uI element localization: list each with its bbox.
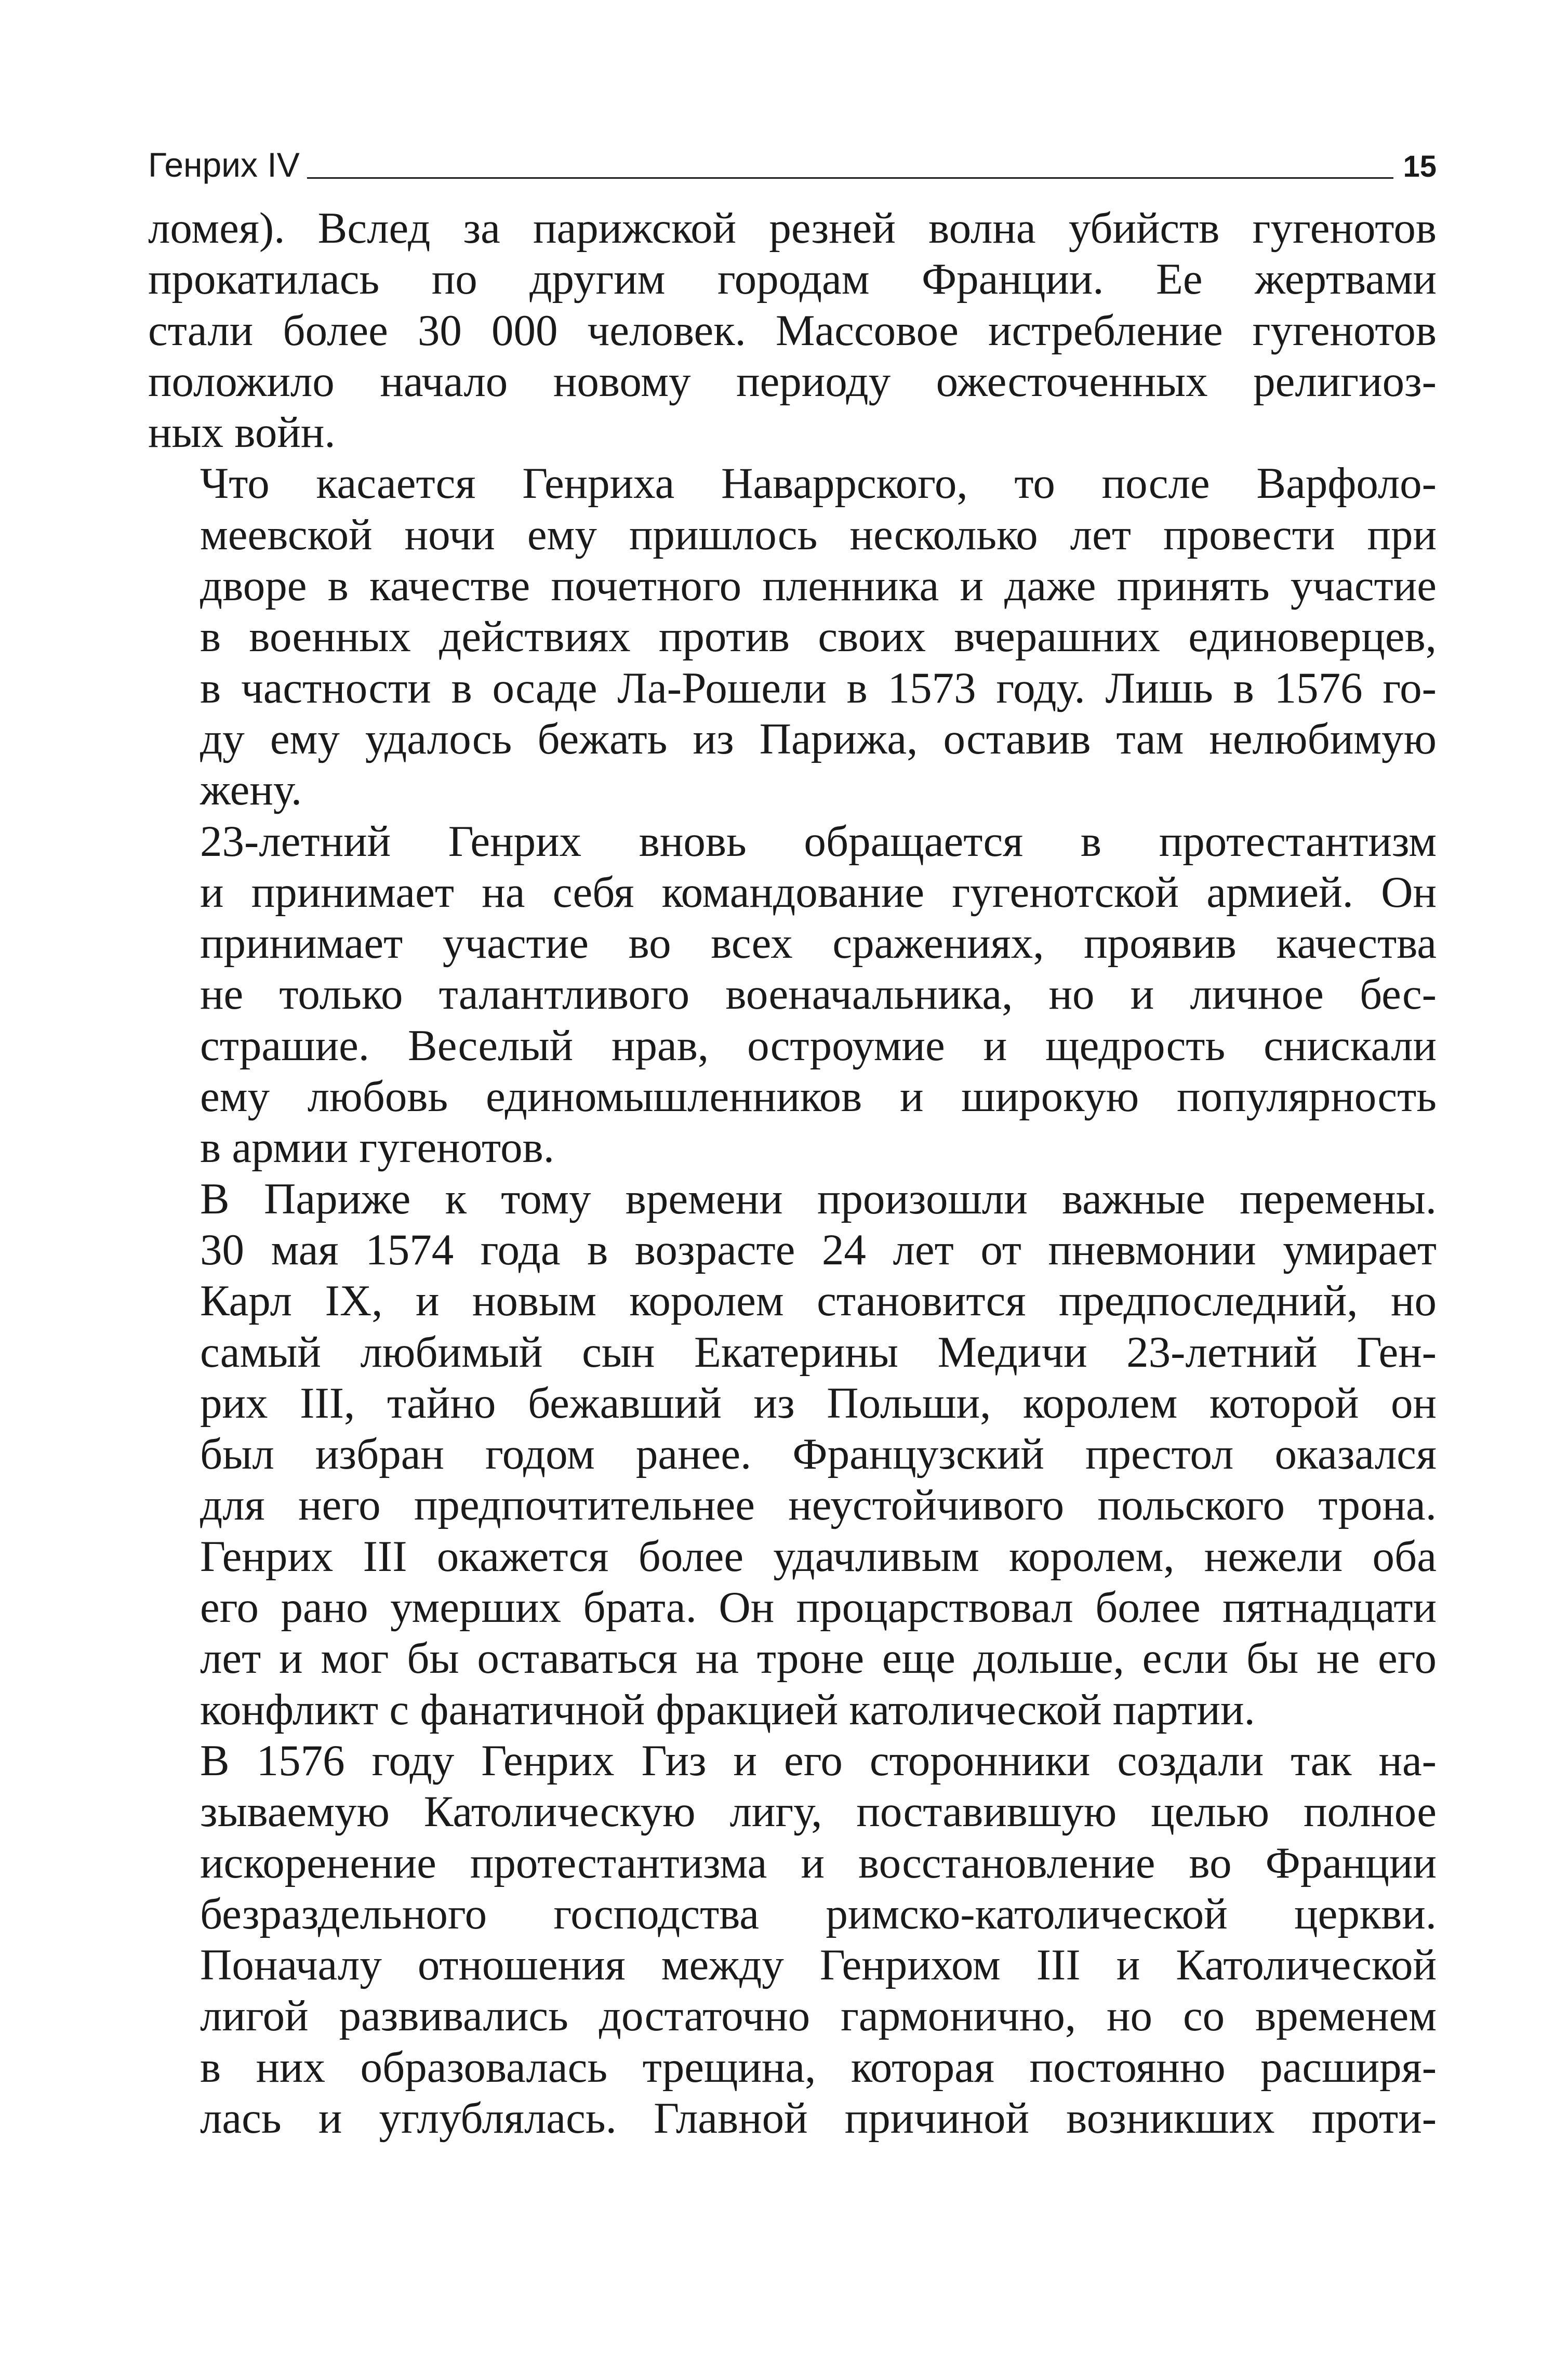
- text-line: искоренение протестантизма и восстановление во Франции: [200, 1838, 1437, 1887]
- running-header-title: Генрих IV: [148, 146, 300, 184]
- text-line: зываемую Католическую лигу, поставившую целью полное: [200, 1787, 1437, 1837]
- paragraph: [148, 1173, 1437, 1735]
- text-line: Карл IX, и новым королем становится предпоследний, но: [200, 1276, 1437, 1326]
- book-page: [148, 125, 1437, 2144]
- text-line: 30 мая 1574 года в возрасте 24 лет от пневмонии умирает: [200, 1225, 1437, 1274]
- text-line: меевской ночи ему пришлось несколько лет провести при: [200, 510, 1437, 559]
- body-text: [148, 203, 1437, 2144]
- text-line: положило начало новому периоду ожесточенных религиоз-: [148, 356, 1437, 406]
- text-line: лась и углублялась. Главной причиной возникших проти-: [200, 2093, 1437, 2143]
- text-line: Поначалу отношения между Генрихом III и Католической: [200, 1940, 1437, 1990]
- text-line: самый любимый сын Екатерины Медичи 23-летний Ген-: [200, 1327, 1437, 1377]
- paragraph: [148, 458, 1437, 815]
- text-line: жену.: [200, 765, 302, 815]
- text-line: В 1576 году Генрих Гиз и его сторонники создали так на-: [200, 1736, 1437, 1785]
- text-line: Что касается Генриха Наваррского, то после Варфоло-: [200, 459, 1437, 508]
- text-line: Генрих III окажется более удачливым королем, нежели оба: [200, 1531, 1437, 1581]
- text-line: конфликт с фанатичной фракцией католической партии.: [200, 1685, 1255, 1734]
- paragraph: [148, 816, 1437, 1173]
- header-rule: [307, 177, 1394, 179]
- text-line: ломея). Вслед за парижской резней волна убийств гугенотов: [148, 204, 1437, 253]
- text-line: в частности в осаде Ла-Рошели в 1573 году. Лишь в 1576 го-: [200, 663, 1437, 712]
- page-number: 15: [1403, 150, 1437, 183]
- text-line: для него предпочтительнее неустойчивого польского трона.: [200, 1481, 1437, 1530]
- text-line: ему любовь единомышленников и широкую популярность: [200, 1072, 1437, 1121]
- text-line: 23-летний Генрих вновь обращается в протестантизм: [200, 816, 1437, 866]
- text-line: дворе в качестве почетного пленника и даже принять участие: [200, 561, 1437, 611]
- text-line: рих III, тайно бежавший из Польши, королем которой он: [200, 1378, 1437, 1428]
- text-line: стали более 30 000 человек. Массовое истребление гугенотов: [148, 306, 1437, 355]
- text-line: его рано умерших брата. Он процарствовал более пятнадцати: [200, 1583, 1437, 1632]
- text-line: лигой развивались достаточно гармонично, но со временем: [200, 1991, 1437, 2041]
- text-line: и принимает на себя командование гугенотской армией. Он: [200, 867, 1437, 917]
- text-line: в военных действиях против своих вчерашних единоверцев,: [200, 612, 1437, 662]
- text-line: в них образовалась трещина, которая постоянно расширя-: [200, 2042, 1437, 2092]
- text-line: ду ему удалось бежать из Парижа, оставив там нелюбимую: [200, 714, 1437, 763]
- paragraph: [148, 203, 1437, 458]
- text-line: в армии гугенотов.: [200, 1123, 554, 1172]
- text-line: прокатилась по другим городам Франции. Ее жертвами: [148, 255, 1437, 304]
- text-line: принимает участие во всех сражениях, проявив качества: [200, 919, 1437, 968]
- text-line: не только талантливого военачальника, но и личное бес-: [200, 970, 1437, 1019]
- running-header: [148, 125, 1437, 182]
- text-line: был избран годом ранее. Французский престол оказался: [200, 1430, 1437, 1479]
- text-line: ных войн.: [148, 408, 336, 457]
- paragraph: [148, 1735, 1437, 2144]
- text-line: страшие. Веселый нрав, остроумие и щедрость снискали: [200, 1021, 1437, 1070]
- text-line: лет и мог бы оставаться на троне еще дольше, если бы не его: [200, 1634, 1437, 1683]
- text-line: В Париже к тому времени произошли важные перемены.: [200, 1174, 1437, 1223]
- text-line: безраздельного господства римско-католической церкви.: [200, 1889, 1437, 1938]
